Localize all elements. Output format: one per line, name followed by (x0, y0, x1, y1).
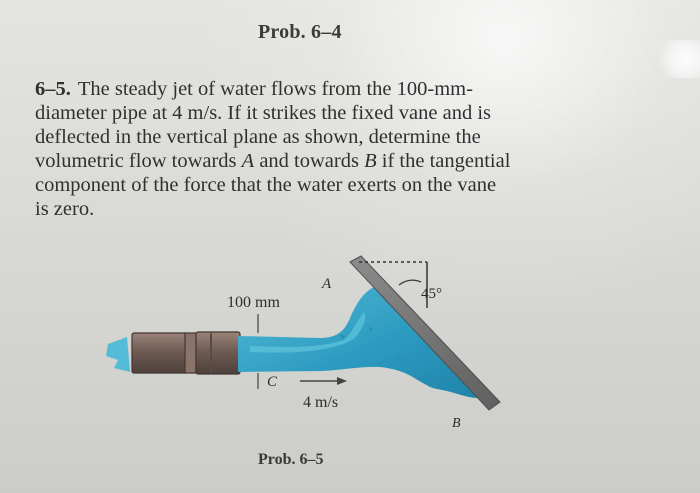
problem-number: 6–5. (35, 78, 71, 100)
label-angle: 45° (421, 286, 442, 302)
inlet-water-splash (106, 337, 130, 372)
pipe-flange (185, 333, 196, 373)
problem-line-5: component of the force that the water exerts on the vane (35, 174, 497, 196)
velocity-arrow-head (337, 377, 347, 385)
label-velocity: 4 m/s (303, 394, 339, 411)
previous-problem-title: Prob. 6–4 (258, 21, 342, 43)
label-diameter: 100 mm (227, 294, 280, 311)
label-b: B (452, 416, 461, 431)
angle-arc (399, 280, 421, 285)
problem-line-1-text: The steady jet of water flows from the 100-mm- (77, 78, 473, 100)
pipe-nozzle (196, 332, 240, 374)
pipe-body (132, 333, 188, 373)
point-b-ref: B (364, 150, 377, 172)
problem-line-4: volumetric flow towards A and towards B if the tangential (35, 150, 511, 172)
label-a: A (322, 276, 332, 292)
point-a-ref: A (241, 150, 255, 172)
label-c: C (267, 374, 278, 390)
problem-line-3: deflected in the vertical plane as shown, determine the (35, 126, 481, 148)
problem-line-2: diameter pipe at 4 m/s. If it strikes the fixed vane and is (35, 102, 491, 124)
figure-caption: Prob. 6–5 (258, 451, 324, 468)
problem-line-6: is zero. (35, 198, 95, 220)
